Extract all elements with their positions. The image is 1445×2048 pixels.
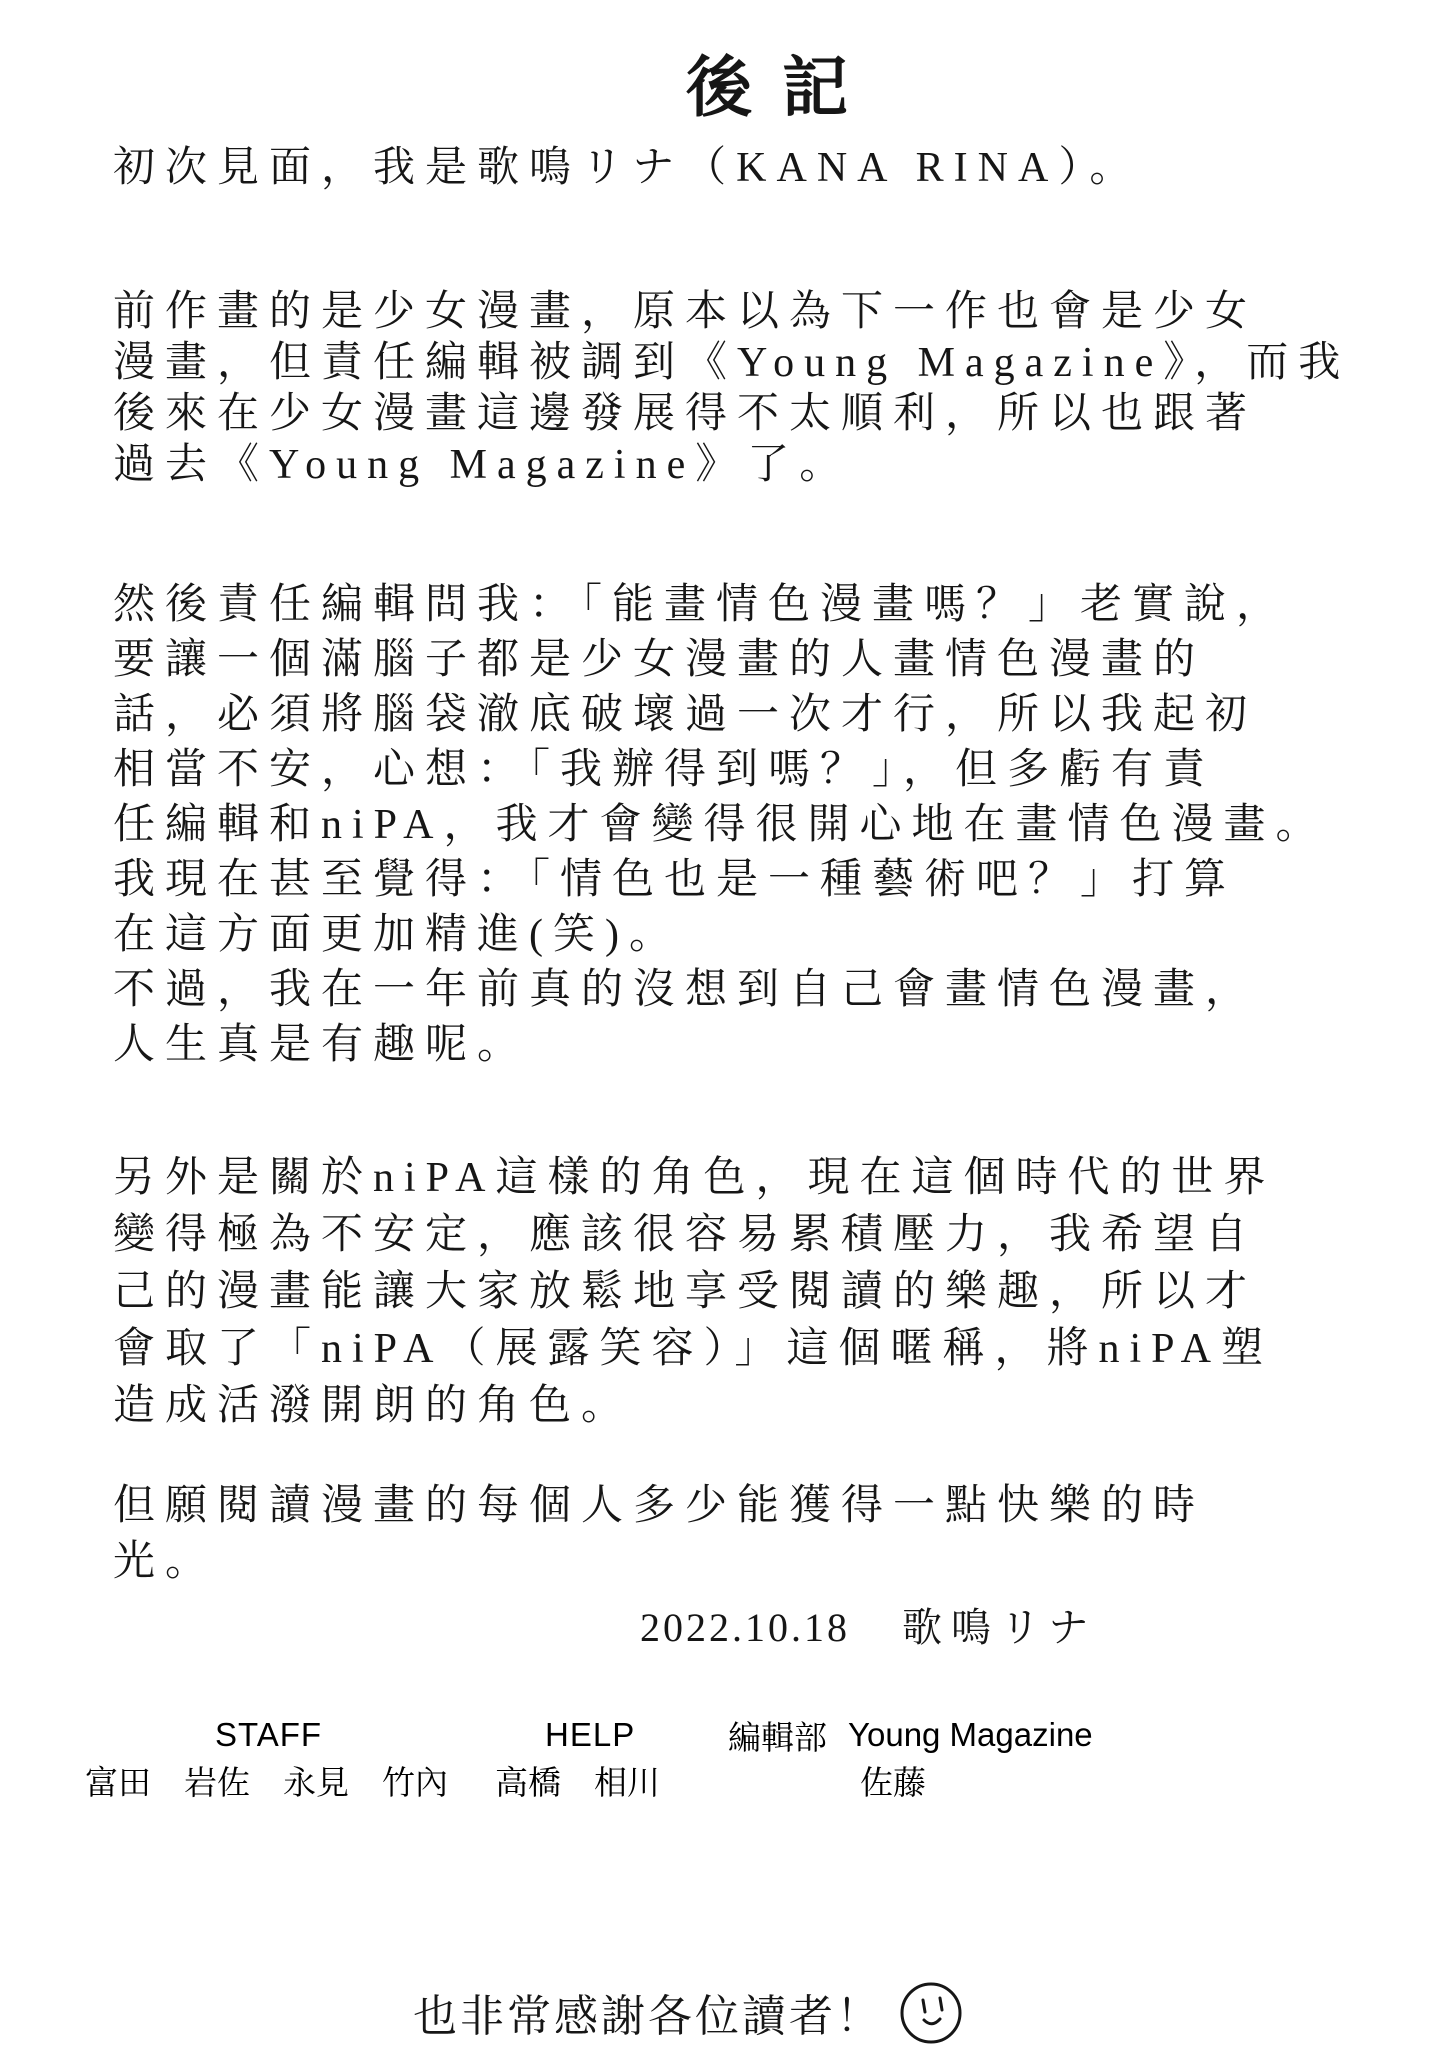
paragraph-editor [113,578,1328,1073]
paragraph-intro [113,140,1141,196]
smiley-face-icon [898,1980,964,2048]
text-line: 另外是關於niPA這樣的角色，現在這個時代的世界 [113,1155,1276,1201]
editorial-person-name: 佐藤 [860,1764,926,1801]
staff-names: 富田 岩佐 永見 竹內 [85,1764,448,1801]
text-line: 後來在少女漫畫這邊發展得不太順利，所以也跟著 [113,391,1258,437]
help-label: HELP [545,1716,636,1753]
text-line: 漫畫，但責任編輯被調到《Young Magazine》，而我 [113,340,1351,386]
text-line: 相當不安，心想：「我辦得到嗎？」，但多虧有責 [113,747,1216,793]
text-line: 然後責任編輯問我：「能畫情色漫畫嗎？」老實說， [113,582,1289,628]
paragraph-career [113,287,1350,491]
text-line: 但願閱讀漫畫的每個人多少能獲得一點快樂的時 [113,1483,1206,1529]
text-line: 造成活潑開朗的角色。 [113,1383,634,1429]
help-names: 高橋 相川 [495,1764,660,1801]
text-line: 我現在甚至覺得：「情色也是一種藝術吧？」打算 [113,857,1237,903]
page-title: 後記 [686,52,878,125]
text-line: 在這方面更加精進(笑)。 [113,912,681,958]
author-name: 歌鳴リナ [902,1605,1098,1650]
editorial-magazine-name: Young Magazine [848,1716,1093,1753]
paragraph-wish [113,1478,1205,1590]
text-line: 要讓一個滿腦子都是少女漫畫的人畫情色漫畫的 [113,637,1206,683]
text-line: 話，必須將腦袋澈底破壞過一次才行，所以我起初 [113,692,1258,738]
editorial-dept-label: 編輯部 [728,1719,827,1756]
text-line: 會取了「niPA（展露笑容）」這個暱稱，將niPA塑 [113,1326,1274,1372]
text-line: 變得極為不安定，應該很容易累積壓力，我希望自 [113,1212,1258,1258]
signoff-date: 2022.10.18 [640,1605,850,1650]
text-line: 過去《Young Magazine》了。 [113,442,852,488]
staff-label: STAFF [215,1716,323,1753]
text-line: 己的漫畫能讓大家放鬆地享受閱讀的樂趣，所以才 [113,1269,1258,1315]
text-line: 不過，我在一年前真的沒想到自己會畫情色漫畫， [113,967,1258,1013]
text-line: 光。 [113,1539,218,1585]
text-line: 前作畫的是少女漫畫，原本以為下一作也會是少女 [113,289,1258,335]
reader-thanks-line: 也非常感謝各位讀者！ [413,1992,883,2041]
signoff [640,1596,1097,1653]
text-line: 任編輯和niPA，我才會變得很開心地在畫情色漫畫。 [113,802,1328,848]
text-line: 人生真是有趣呢。 [113,1022,530,1068]
paragraph-nipa [113,1150,1276,1435]
text-line: 初次見面，我是歌鳴リナ（KANA RINA）。 [113,145,1142,191]
